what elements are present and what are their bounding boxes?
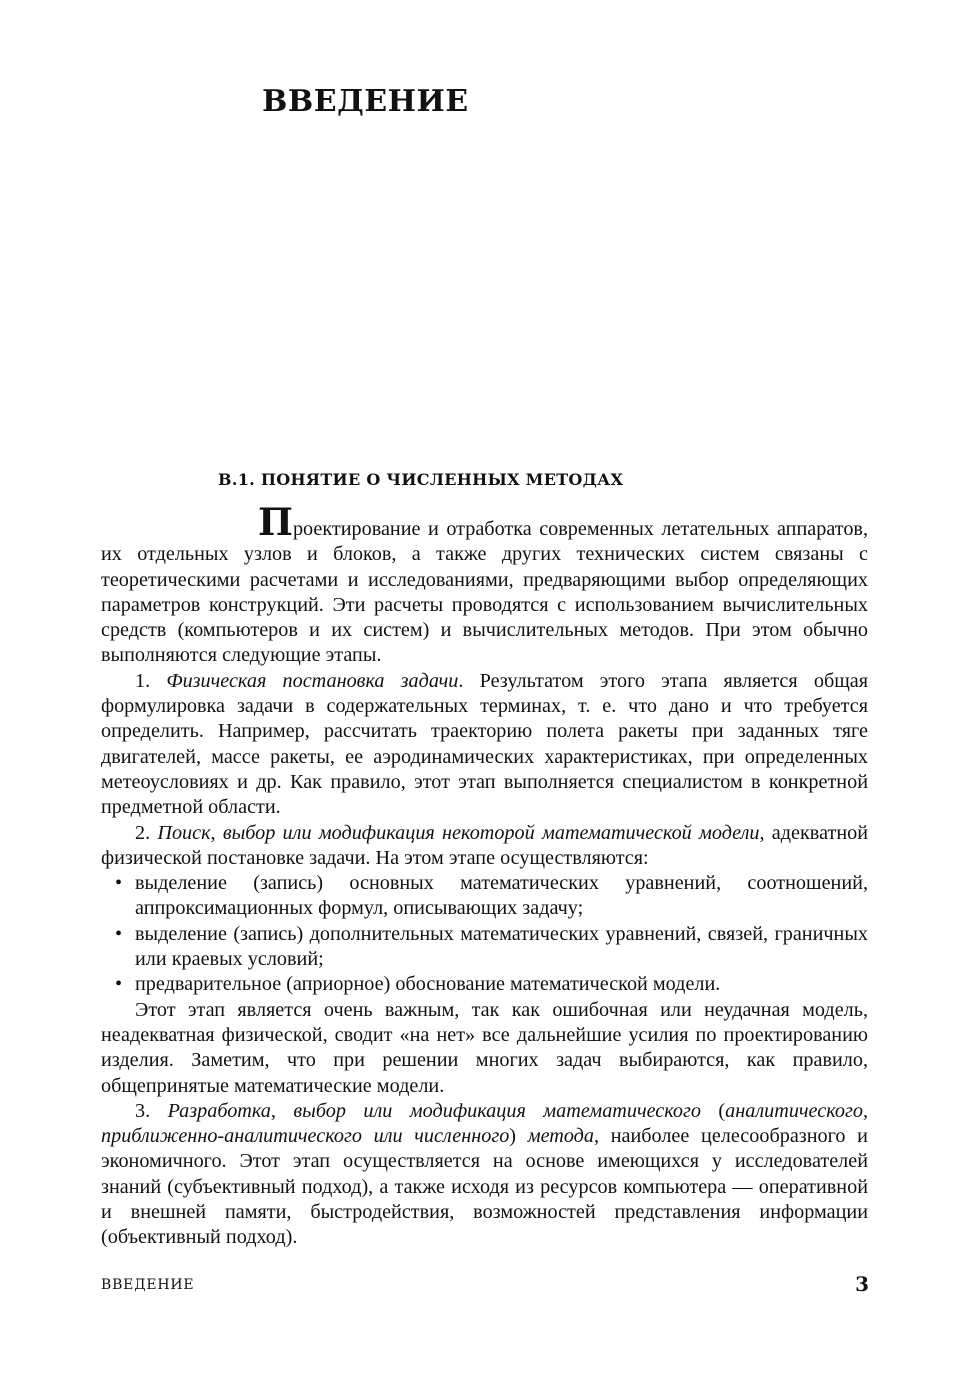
step-1-title: Физическая постановка задачи: [166, 669, 459, 692]
section-heading: В.1. ПОНЯТИЕ О ЧИСЛЕННЫХ МЕТОДАХ: [218, 470, 624, 489]
step-3-comma: ,: [270, 1099, 276, 1122]
step-1-number: 1.: [135, 669, 151, 692]
chapter-title: ВВЕДЕНИЕ: [262, 84, 469, 119]
paragraph-step-1: [101, 669, 868, 821]
paragraph-intro: [101, 500, 868, 669]
step-3-paren-close: ): [509, 1125, 528, 1148]
step-2-title-a: Поиск: [157, 821, 211, 844]
list-item-text: предварительное (априорное) обоснование математической модели.: [135, 973, 721, 996]
list-item: [101, 972, 868, 997]
list-item-text: выделение (запись) основных математических уравнений, соотношений, аппроксимационных формул, описывающих задачу;: [135, 872, 868, 920]
step-3-number: 3.: [135, 1099, 151, 1122]
step-2-number: 2.: [135, 821, 151, 844]
bullet-icon: •: [115, 973, 123, 996]
paragraph-step-3: [101, 1099, 868, 1251]
step-3-text: , наиболее целесообразного и экономичного. Этот этап осуществляется на основе имеющихся у исследователей знаний (субъективный подход), а также исходя из ресурсов компьютера — оперативной и внешней памяти, быстродействия, возможностей представления информации (объективный подход).: [101, 1125, 868, 1249]
paragraph-step-2: [101, 821, 868, 872]
bullet-icon: •: [115, 872, 123, 895]
step-3-title-d: метода: [527, 1125, 594, 1148]
page-number: 3: [855, 1272, 869, 1296]
step-2-comma: ,: [210, 821, 216, 844]
step-3-title-a: Разработка: [167, 1099, 271, 1122]
list-item: [101, 922, 868, 973]
list-item: [101, 871, 868, 922]
body-text: [101, 500, 869, 1251]
bullet-list: [101, 871, 868, 997]
step-2-title-b: выбор или модификация некоторой математической модели: [222, 821, 760, 844]
list-item-text: выделение (запись) дополнительных математических уравнений, связей, граничных или краевых условий;: [135, 922, 868, 971]
drop-cap: П: [258, 500, 293, 544]
step-3-paren-open: (: [700, 1099, 726, 1122]
paragraph-intro-text: роектирование и отработка современных летательных аппаратов, их отдельных узлов и блоков, а также других технических систем связаны с теоретическими расчетами и исследованиями, предваряющими выбор определяющих параметров конструкций. Эти расчеты проводятся с использованием вычислительных средств (компьютеров и их систем) и вычислительных методов. При этом обычно выполняются следующие этапы.: [101, 518, 868, 667]
bullet-icon: •: [115, 922, 123, 945]
step-3-title-c: аналитического, приближенно-аналитического или численного: [101, 1099, 868, 1148]
step-3-title-b: выбор или модификация математического: [293, 1099, 701, 1122]
step-1-text: . Результатом этого этапа является общая формулировка задачи в содержательных терминах, т. е. что дано и что требуется определить. Например, рассчитать траекторию полета ракеты при заданных тяге двигателей, массе ракеты, ее аэродинамических характеристиках, при определенных метеоусловиях и др. Как правило, этот этап выполняется специалистом в конкретной предметной области.: [101, 669, 869, 819]
paragraph-importance: Этот этап является очень важным, так как ошибочная или неудачная модель, неадекватная физической, сводит «на нет» все дальнейшие усилия по проектированию изделия. Заметим, что при решении многих задач выбираются, как правило, общепринятые математические модели.: [101, 998, 868, 1097]
step-2-text: , адекватной физической постановке задачи. На этом этапе осуществляются:: [101, 821, 869, 869]
running-footer: ВВЕДЕНИЕ: [101, 1277, 195, 1293]
